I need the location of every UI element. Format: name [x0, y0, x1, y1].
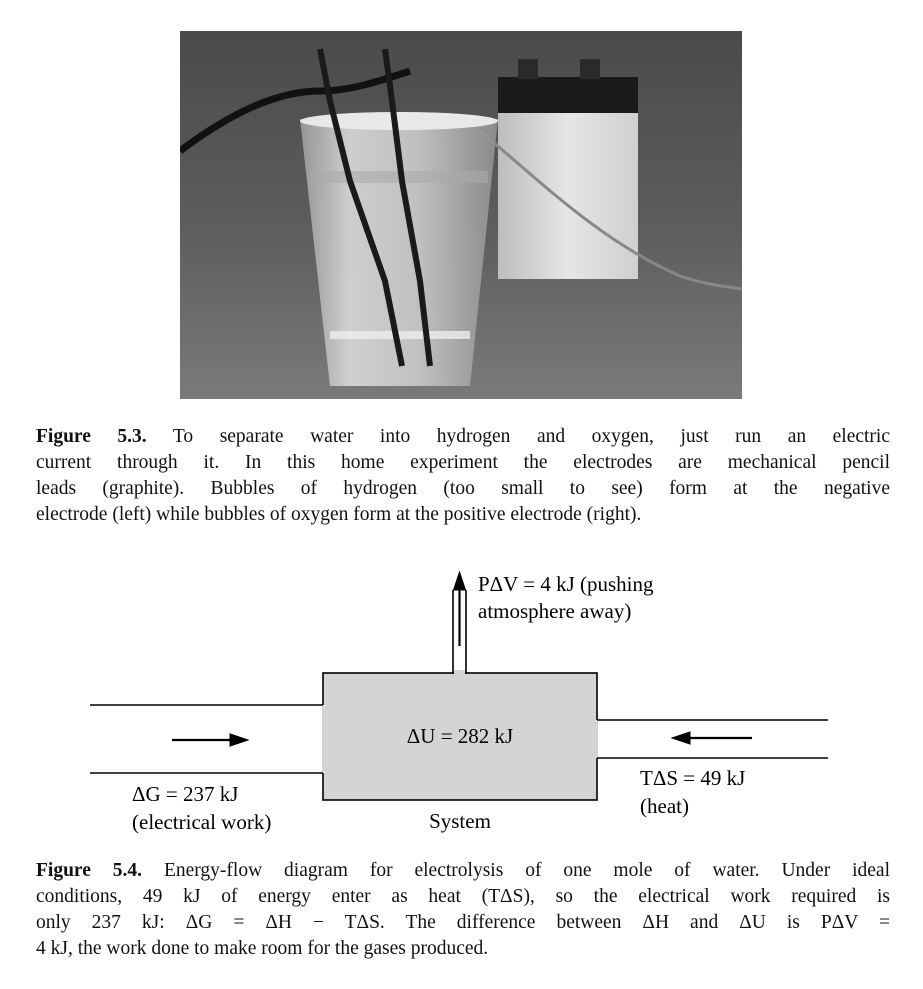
photo-illustration [180, 31, 742, 399]
caption-line: Figure 5.3. To separate water into hydrogen and oxygen, just run an electric [36, 426, 890, 447]
caption-line: Figure 5.4. Energy-flow diagram for electrolysis of one mole of water. Under ideal [36, 860, 890, 881]
energy-flow-diagram [0, 560, 923, 850]
left-label-2: (electrical work) [132, 810, 272, 834]
top-label-1: PΔV = 4 kJ (pushing [478, 572, 654, 596]
caption-line: 4 kJ, the work done to make room for the gases produced. [36, 938, 489, 959]
caption-line: only 237 kJ: ΔG = ΔH − TΔS. The difference between ΔH and ΔU is PΔV = [36, 912, 890, 933]
figure-5-4-caption [36, 858, 890, 962]
battery-body [498, 109, 638, 279]
figure-label: Figure 5.3. [36, 426, 147, 447]
up-arrow [454, 572, 466, 646]
right-label-2: (heat) [640, 794, 689, 818]
right-label-1: TΔS = 49 kJ [640, 766, 746, 790]
caption-line: current through it. In this home experiment the electrodes are mechanical pencil [36, 452, 890, 473]
top-label-2: atmosphere away) [478, 599, 632, 623]
electrolysis-photo [180, 31, 742, 399]
caption-line: conditions, 49 kJ of energy enter as heat (TΔS), so the electrical work required is [36, 886, 890, 907]
center-label: ΔU = 282 kJ [406, 724, 514, 748]
system-label: System [429, 809, 491, 833]
caption-line: electrode (left) while bubbles of oxygen form at the positive electrode (right). [36, 504, 642, 525]
left-label-1: ΔG = 237 kJ [132, 782, 239, 806]
figure-label: Figure 5.4. [36, 860, 143, 881]
battery-top [498, 77, 638, 113]
figure-5-3-caption [36, 424, 890, 528]
caption-line: leads (graphite). Bubbles of hydrogen (too small to see) form at the negative [36, 478, 890, 499]
